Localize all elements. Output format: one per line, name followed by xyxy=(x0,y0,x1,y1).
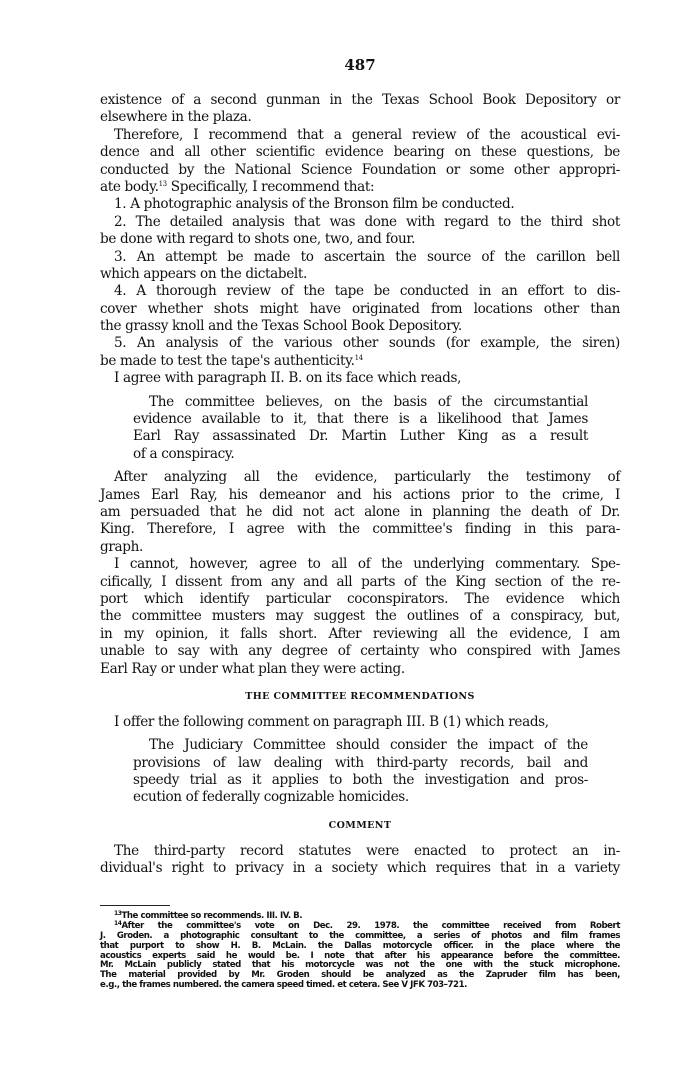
text-line: Earl Ray or under what plan they were acting. xyxy=(100,660,405,677)
text-line: the committee musters may suggest the outlines of a conspiracy, but, xyxy=(100,608,620,625)
text-line: I cannot, however, agree to all of the underlying commentary. Spe- xyxy=(114,556,620,573)
list-item-line: 3. An attempt be made to ascertain the source of the carillon bell xyxy=(114,248,620,265)
list-item-line: 2. The detailed analysis that was done with regard to the third shot xyxy=(114,213,620,230)
footnote-line: The material provided by Mr. Groden should be analyzed as the Zapruder film has been, xyxy=(100,970,620,981)
quote-line: ecution of federally cognizable homicides. xyxy=(133,789,409,806)
text-line: I offer the following comment on paragraph III. B (1) which reads, xyxy=(114,713,549,730)
footnote-line: Mr. McLain publicly stated that his motorcycle was not the one with the stuck microphone. xyxy=(100,960,620,971)
quote-line: provisions of law dealing with third-party records, bail and xyxy=(133,754,588,771)
text-line: in my opinion, it falls short. After reviewing all the evidence, I am xyxy=(100,625,620,642)
footnotes xyxy=(100,912,620,991)
quote-line: The Judiciary Committee should consider the impact of the xyxy=(149,737,588,754)
text-line: port which identify particular coconspirators. The evidence which xyxy=(100,590,620,607)
footnote-ref[interactable]: 13 xyxy=(158,179,167,188)
footnote-text: The committee so recommends. III. IV. B. xyxy=(121,911,303,921)
text-fragment: Specifically, I recommend that: xyxy=(166,178,375,195)
quote-line: The committee believes, on the basis of the circumstantial xyxy=(149,393,588,410)
text-line: The third-party record statutes were enacted to protect an in- xyxy=(114,842,620,859)
block-quote xyxy=(100,394,588,464)
footnote-line: that purport to show H. B. McLain. the Dallas motorcycle officer. in the place where the xyxy=(100,940,620,951)
text-line xyxy=(100,179,620,196)
text-line: dividual's right to privacy in a society which requires that in a variety xyxy=(100,860,620,877)
text-line: am persuaded that he did not act alone in planning the death of Dr. xyxy=(100,503,620,520)
footnote-divider xyxy=(100,905,170,906)
footnote-marker: 13 xyxy=(114,910,122,917)
footnote-line: e.g., the frames numbered. the camera speed timed. et cetera. See V JFK 703–721. xyxy=(100,980,467,991)
list-item-line: 4. A thorough review of the tape be conducted in an effort to dis- xyxy=(114,283,620,300)
footnote-line: acoustics experts said he would be. I note that after his appearance before the committee. xyxy=(100,950,620,961)
text-line: elsewhere in the plaza. xyxy=(100,109,252,126)
list-item-line: the grassy knoll and the Texas School Book Depository. xyxy=(100,318,462,335)
text-fragment: be made to test the tape's authenticity. xyxy=(100,352,355,369)
text-line: James Earl Ray, his demeanor and his actions prior to the crime, I xyxy=(100,486,620,503)
quote-line: speedy trial as it applies to both the investigation and pros- xyxy=(133,772,588,789)
quote-line: evidence available to it, that there is a likelihood that James xyxy=(133,411,588,428)
text-line: I agree with paragraph II. B. on its face which reads, xyxy=(114,370,462,387)
list-item-line xyxy=(100,353,620,370)
text-line: graph. xyxy=(100,538,143,555)
footnote-text: After the committee's vote on Dec. 29. 1978. the committee received from Robert xyxy=(121,920,620,931)
page-number: 487 xyxy=(344,56,376,74)
section-heading: COMMENT xyxy=(328,819,392,831)
text-line: existence of a second gunman in the Texas School Book Depository or xyxy=(100,92,620,108)
list-item-line: 5. An analysis of the various other sounds (for example, the siren) xyxy=(114,335,620,352)
text-line: conducted by the National Science Foundation or some other appropri- xyxy=(100,161,620,178)
text-fragment: ate body. xyxy=(100,178,159,195)
block-quote xyxy=(100,737,588,807)
footnote-ref[interactable]: 14 xyxy=(354,353,363,362)
text-line: King. Therefore, I agree with the committee's finding in this para- xyxy=(100,521,620,538)
list-item-line: be done with regard to shots one, two, and four. xyxy=(100,231,416,248)
list-item-line: which appears on the dictabelt. xyxy=(100,265,307,282)
text-line: unable to say with any degree of certainty who conspired with James xyxy=(100,643,620,660)
list-item-line: 1. A photographic analysis of the Bronson film be conducted. xyxy=(114,196,515,213)
list-item-line: cover whether shots might have originated from locations other than xyxy=(100,300,620,317)
footnote-marker: 14 xyxy=(114,919,122,927)
body-text xyxy=(100,92,620,878)
text-line: cifically, I dissent from any and all parts of the King section of the re- xyxy=(100,573,620,590)
footnote-line: J. Groden. a photographic consultant to the committee, a series of photos and film frames xyxy=(100,930,620,941)
text-line: After analyzing all the evidence, particularly the testimony of xyxy=(114,469,620,486)
section-heading: THE COMMITTEE RECOMMENDATIONS xyxy=(245,690,475,702)
text-line: Therefore, I recommend that a general review of the acoustical evi- xyxy=(114,126,620,143)
quote-line: of a conspiracy. xyxy=(133,445,235,462)
quote-line: Earl Ray assassinated Dr. Martin Luther King as a result xyxy=(133,428,588,445)
text-line: dence and all other scientific evidence bearing on these questions, be xyxy=(100,144,620,161)
